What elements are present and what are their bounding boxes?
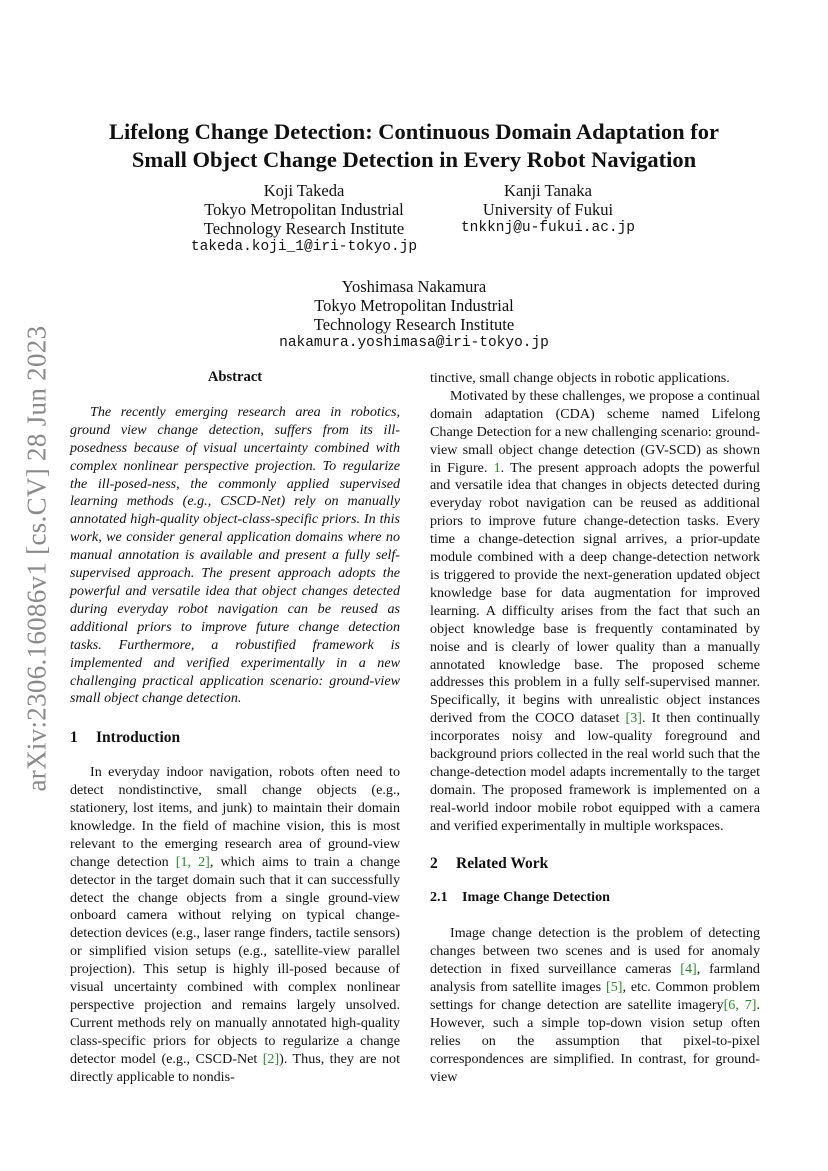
title-line-1: Lifelong Change Detection: Continuous Domain Adaptation for: [108, 119, 720, 144]
citation-link[interactable]: [5]: [606, 979, 623, 996]
introduction-paragraph-continued: tinctive, small change objects in robotic applications.: [430, 370, 730, 386]
abstract-text: The recently emerging research area in robotics, ground view change detection, suffers from its ill-posedness because of visual uncertainty combined with complex nonlinear perspective projection. To regularize the ill-posed-ness, the commonly applied supervised learning methods (e.g., CSCD-Net) rely on manually annotated high-quality object-class-specific priors. In this work, we consider general application domains where no manual annotation is available and present a fully self-supervised approach. The present approach adopts the powerful and versatile idea that object changes detected during everyday robot navigation can be reused as additional priors to improve future change detection tasks. Furthermore, a robustified framework is implemented and verified experimentally in a new challenging practical application scenario: ground-view small object change detection.: [70, 403, 400, 707]
introduction-paragraph: In everyday indoor navigation, robots often need to detect nondistinctive, small change objects (e.g., stationery, lost items, and junk) to maintain their domain knowledge. In the field of machine vision, this is most relevant to the emerging research area of ground-view change detection [1, 2], which aims to train a change detector in the target domain such that it can successfully detect the change objects from a single ground-view onboard camera without relying on typical change-detection devices (e.g., laser range finders, tactile sensors) or simplified vision setups (e.g., satellite-view parallel projection). This setup is highly ill-posed because of visual uncertainty combined with complex nonlinear perspective projection and remains largely unsolved. Current methods rely on manually annotated high-quality class-specific priors for objects to regularize a change detector model (e.g., CSCD-Net [2]). Thus, they are not directly applicable to nondis-: [70, 764, 401, 1085]
figure-link[interactable]: 1: [493, 459, 501, 476]
arxiv-identifier: arXiv:2306.16086v1 [cs.CV] 28 Jun 2023: [21, 325, 52, 792]
author-name: Kanji Tanaka: [504, 181, 592, 200]
author-affiliation: Tokyo Metropolitan Industrial: [204, 200, 404, 219]
section-title: Related Work: [456, 854, 549, 872]
motivation-paragraph: Motivated by these challenges, we propose a continual domain adaptation (CDA) scheme named Lifelong Change Detection for a new challenging scenario: ground-view small object change detection (GV-SCD) as shown in Figure. 1. The present approach adopts the powerful and versatile idea that changes in objects detected during everyday robot navigation can be reused as additional priors to improve future change-detection tasks. Every time a change-detection signal arrives, a prior-update module combined with a deep change-detection network is triggered to provide the next-generation updated object knowledge base for data augmentation for improved learning. A difficulty arises from the fact that such an object knowledge base is frequently contaminated by noise and is clearly of lower quality than a manually annotated knowledge base. The proposed scheme addresses this problem in a fully self-supervised manner. Specifically, it begins with unrealistic object instances derived from the COCO dataset [3]. It then continually incorporates noisy and low-quality foreground and background priors collected in the real world such that the change-detection model adapts incrementally to the target domain. The proposed framework is implemented on a real-world indoor mobile robot equipped with a camera and verified experimentally in multiple workspaces.: [430, 387, 760, 834]
citation-link[interactable]: [6, 7]: [723, 997, 757, 1013]
citation-link[interactable]: [4]: [680, 961, 697, 978]
subsection-number: 2.1: [430, 889, 448, 906]
section-title: Introduction: [96, 729, 181, 747]
author-block-2: [448, 181, 648, 238]
author-affiliation: Technology Research Institute: [313, 315, 515, 334]
author-affiliation: Technology Research Institute: [203, 219, 405, 238]
section-number: 1: [70, 729, 78, 747]
author-affiliation: University of Fukui: [482, 200, 614, 219]
author-email[interactable]: tnkknj@u-fukui.ac.jp: [460, 220, 636, 236]
citation-link[interactable]: [2]: [262, 1050, 280, 1067]
author-block-3: [264, 277, 564, 353]
citation-link[interactable]: [3]: [625, 710, 642, 727]
author-name: Koji Takeda: [263, 181, 345, 200]
author-email[interactable]: takeda.koji_1@iri-tokyo.jp: [190, 239, 418, 255]
section-heading-introduction: [70, 729, 400, 747]
right-column: [430, 370, 760, 1087]
author-email[interactable]: nakamura.yoshimasa@iri-tokyo.jp: [279, 335, 549, 351]
abstract-heading: Abstract: [207, 369, 263, 385]
author-block-1: [184, 181, 424, 257]
paper-title: [0, 118, 828, 174]
author-name: Yoshimasa Nakamura: [341, 277, 487, 296]
subsection-title: Image Change Detection: [462, 889, 610, 906]
citation-link[interactable]: [1, 2]: [175, 853, 210, 870]
section-number: 2: [430, 854, 438, 872]
subsection-heading-image-change-detection: [430, 889, 760, 907]
section-heading-related-work: [430, 855, 760, 873]
related-work-paragraph: Image change detection is the problem of detecting changes between two scenes and is used for anomaly detection in fixed surveillance cameras [4], farmland analysis from satellite images [5], etc. Common problem settings for change detection are satellite imagery[6, 7]. However, such a simple top-down vision setup often relies on the assumption that pixel-to-pixel correspondences are simplified. In contrast, for ground-view: [430, 925, 760, 1085]
title-line-2: Small Object Change Detection in Every Robot Navigation: [131, 147, 697, 172]
left-column: [70, 369, 400, 1087]
author-affiliation: Tokyo Metropolitan Industrial: [314, 296, 514, 315]
